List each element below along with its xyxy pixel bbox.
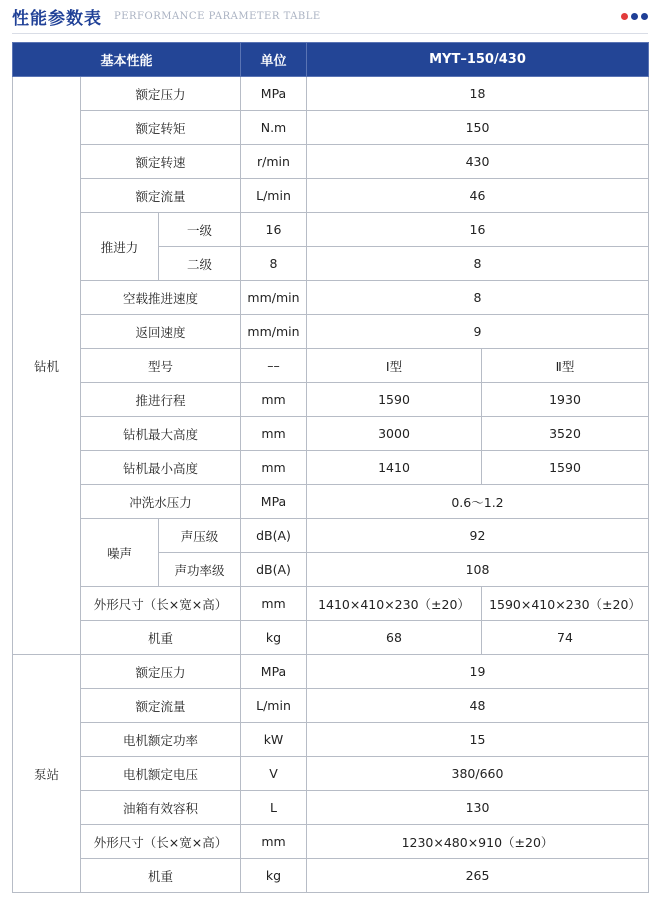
param-value: 108 (307, 553, 649, 587)
table-row (13, 621, 649, 655)
param-name: 电机额定电压 (81, 757, 241, 791)
header-basic: 基本性能 (13, 43, 241, 77)
param-unit: mm (241, 383, 307, 417)
table-row (13, 791, 649, 825)
param-name: 推进行程 (81, 383, 241, 417)
param-unit: kg (241, 859, 307, 893)
param-name: 额定转矩 (81, 111, 241, 145)
param-value-type1: 1410 (307, 451, 482, 485)
param-value-type2: 1930 (482, 383, 649, 417)
param-unit: mm (241, 417, 307, 451)
param-unit: 8 (241, 247, 307, 281)
param-unit: MPa (241, 77, 307, 111)
param-value-type1: 1410×410×230（±20） (307, 587, 482, 621)
param-subname: 声功率级 (159, 553, 241, 587)
table-row (13, 315, 649, 349)
param-value-type1: 68 (307, 621, 482, 655)
param-unit: r/min (241, 145, 307, 179)
page-header (0, 0, 660, 40)
param-value: 9 (307, 315, 649, 349)
param-name: 返回速度 (81, 315, 241, 349)
param-unit: dB(A) (241, 519, 307, 553)
table-row (13, 111, 649, 145)
param-unit: mm/min (241, 281, 307, 315)
red-dot-icon (621, 13, 628, 20)
blue-dot-icon (641, 13, 648, 20)
param-unit: dB(A) (241, 553, 307, 587)
param-value: 8 (307, 281, 649, 315)
param-value: 48 (307, 689, 649, 723)
param-value-type2: 1590×410×230（±20） (482, 587, 649, 621)
table-row (13, 723, 649, 757)
param-value-type2: Ⅱ型 (482, 349, 649, 383)
param-subname: 一级 (159, 213, 241, 247)
table-row (13, 145, 649, 179)
table-header-row (13, 43, 649, 77)
page-title: 性能参数表 (12, 9, 102, 29)
param-unit: N.m (241, 111, 307, 145)
parameter-table (12, 42, 649, 893)
param-value: 18 (307, 77, 649, 111)
param-value: 380/660 (307, 757, 649, 791)
param-name: 空载推进速度 (81, 281, 241, 315)
param-name: 钻机最小高度 (81, 451, 241, 485)
param-unit: mm (241, 587, 307, 621)
table-row (13, 689, 649, 723)
param-value-type2: 3520 (482, 417, 649, 451)
param-unit: kg (241, 621, 307, 655)
param-value-type1: Ⅰ型 (307, 349, 482, 383)
header-divider (12, 33, 648, 34)
param-value: 265 (307, 859, 649, 893)
param-name: 钻机最大高度 (81, 417, 241, 451)
param-value: 1230×480×910（±20） (307, 825, 649, 859)
param-name: 机重 (81, 621, 241, 655)
table-row (13, 587, 649, 621)
table-row (13, 349, 649, 383)
param-value: 150 (307, 111, 649, 145)
param-value: 130 (307, 791, 649, 825)
param-value: 46 (307, 179, 649, 213)
table-row (13, 655, 649, 689)
param-name: 额定压力 (81, 655, 241, 689)
blue-dot-icon (631, 13, 638, 20)
param-unit: –– (241, 349, 307, 383)
param-value: 0.6～1.2 (307, 485, 649, 519)
param-unit: L/min (241, 689, 307, 723)
param-unit: kW (241, 723, 307, 757)
param-value: 92 (307, 519, 649, 553)
section-drill: 钻机 (13, 77, 81, 655)
param-unit: L (241, 791, 307, 825)
header-model: MYT–150/430 (307, 43, 649, 77)
table-row (13, 757, 649, 791)
param-value-type1: 1590 (307, 383, 482, 417)
param-unit: L/min (241, 179, 307, 213)
table-row (13, 451, 649, 485)
table-row (13, 77, 649, 111)
param-group-thrust: 推进力 (81, 213, 159, 281)
param-name: 油箱有效容积 (81, 791, 241, 825)
header-unit: 单位 (241, 43, 307, 77)
table-row (13, 281, 649, 315)
param-value-type2: 74 (482, 621, 649, 655)
param-value-type1: 3000 (307, 417, 482, 451)
param-subname: 声压级 (159, 519, 241, 553)
table-row (13, 417, 649, 451)
table-row (13, 825, 649, 859)
decorative-dots (621, 13, 648, 20)
param-value: 430 (307, 145, 649, 179)
param-name: 电机额定功率 (81, 723, 241, 757)
param-unit: V (241, 757, 307, 791)
param-unit: mm (241, 825, 307, 859)
param-name: 额定压力 (81, 77, 241, 111)
table-row (13, 519, 649, 553)
param-value: 19 (307, 655, 649, 689)
table-row (13, 485, 649, 519)
param-value: 8 (307, 247, 649, 281)
param-name: 冲洗水压力 (81, 485, 241, 519)
param-name: 额定流量 (81, 689, 241, 723)
param-name: 外形尺寸（长×宽×高） (81, 587, 241, 621)
param-name: 额定流量 (81, 179, 241, 213)
page-subtitle: PERFORMANCE PARAMETER TABLE (114, 11, 321, 22)
param-value: 16 (307, 213, 649, 247)
param-name: 额定转速 (81, 145, 241, 179)
param-unit: mm (241, 451, 307, 485)
param-value: 15 (307, 723, 649, 757)
param-unit: 16 (241, 213, 307, 247)
param-name: 外形尺寸（长×宽×高） (81, 825, 241, 859)
table-row (13, 179, 649, 213)
param-name: 型号 (81, 349, 241, 383)
table-row (13, 383, 649, 417)
section-pump: 泵站 (13, 655, 81, 893)
table-row (13, 213, 649, 247)
param-name: 机重 (81, 859, 241, 893)
param-group-noise: 噪声 (81, 519, 159, 587)
param-unit: mm/min (241, 315, 307, 349)
param-value-type2: 1590 (482, 451, 649, 485)
table-row (13, 859, 649, 893)
param-subname: 二级 (159, 247, 241, 281)
param-unit: MPa (241, 655, 307, 689)
param-unit: MPa (241, 485, 307, 519)
